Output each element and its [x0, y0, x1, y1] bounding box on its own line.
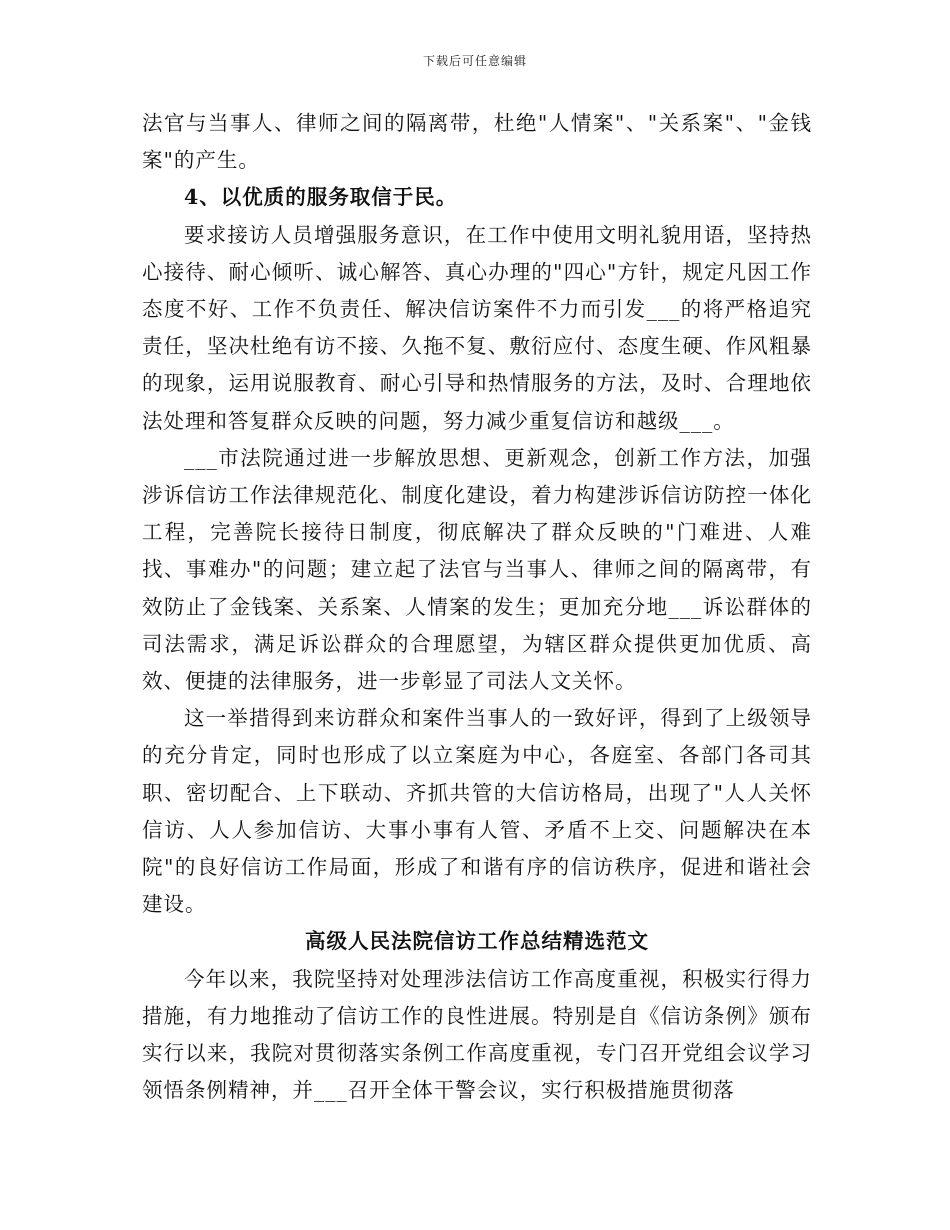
- paragraph-continued: 法官与当事人、律师之间的隔离带，杜绝"人情案"、"关系案"、"金钱案"的产生。: [142, 111, 812, 173]
- page-header: 下载后可任意编辑: [422, 54, 527, 68]
- paragraph-results: 这一举措得到来访群众和案件当事人的一致好评，得到了上级领导的充分肯定，同时也形成了以立案庭为中心，各庭室、各部门各司其职、密切配合、上下联动、齐抓共管的大信访格局，出现了"人人关怀信访、人人参加信访、大事小事有人管、矛盾不上交、问题解决在本院"的良好信访工作局面，形成了和谐有序的信访秩序，促进和谐社会建设。: [142, 706, 812, 917]
- document-body: [142, 105, 812, 1109]
- paragraph-court-reform: ___市法院通过进一步解放思想、更新观念，创新工作方法，加强涉诉信访工作法律规范化、制度化建设，着力构建涉诉信访防控一体化工程，完善院长接待日制度，彻底解决了群众反映的"门难进、人难找、事难办"的问题；建立起了法官与当事人、律师之间的隔离带，有效防止了金钱案、关系案、人情案的发生；更加充分地___诉讼群体的司法需求，满足诉讼群众的合理愿望，为辖区群众提供更加优质、高效、便捷的法律服务，进一步彰显了司法人文关怀。: [142, 445, 812, 694]
- document-title: 高级人民法院信访工作总结精选范文: [305, 929, 649, 954]
- paragraph-service: 要求接访人员增强服务意识，在工作中使用文明礼貌用语，坚持热心接待、耐心倾听、诚心解答、真心办理的"四心"方针，规定凡因工作态度不好、工作不负责任、解决信访案件不力而引发___的将严格追究责任，坚决杜绝有访不接、久拖不复、敷衍应付、态度生硬、作风粗暴的现象，运用说服教育、耐心引导和热情服务的方法，及时、合理地依法处理和答复群众反映的问题，努力减少重复信访和越级___。: [142, 222, 812, 433]
- paragraph-intro: 今年以来，我院坚持对处理涉法信访工作高度重视，积极实行得力措施，有力地推动了信访工作的良性进展。特别是自《信访条例》颁布实行以来，我院对贯彻落实条例工作高度重视，专门召开党组会议学习领悟条例精神，并___召开全体干警会议，实行积极措施贯彻落: [142, 966, 812, 1103]
- section-heading: 4、以优质的服务取信于民。: [184, 185, 458, 210]
